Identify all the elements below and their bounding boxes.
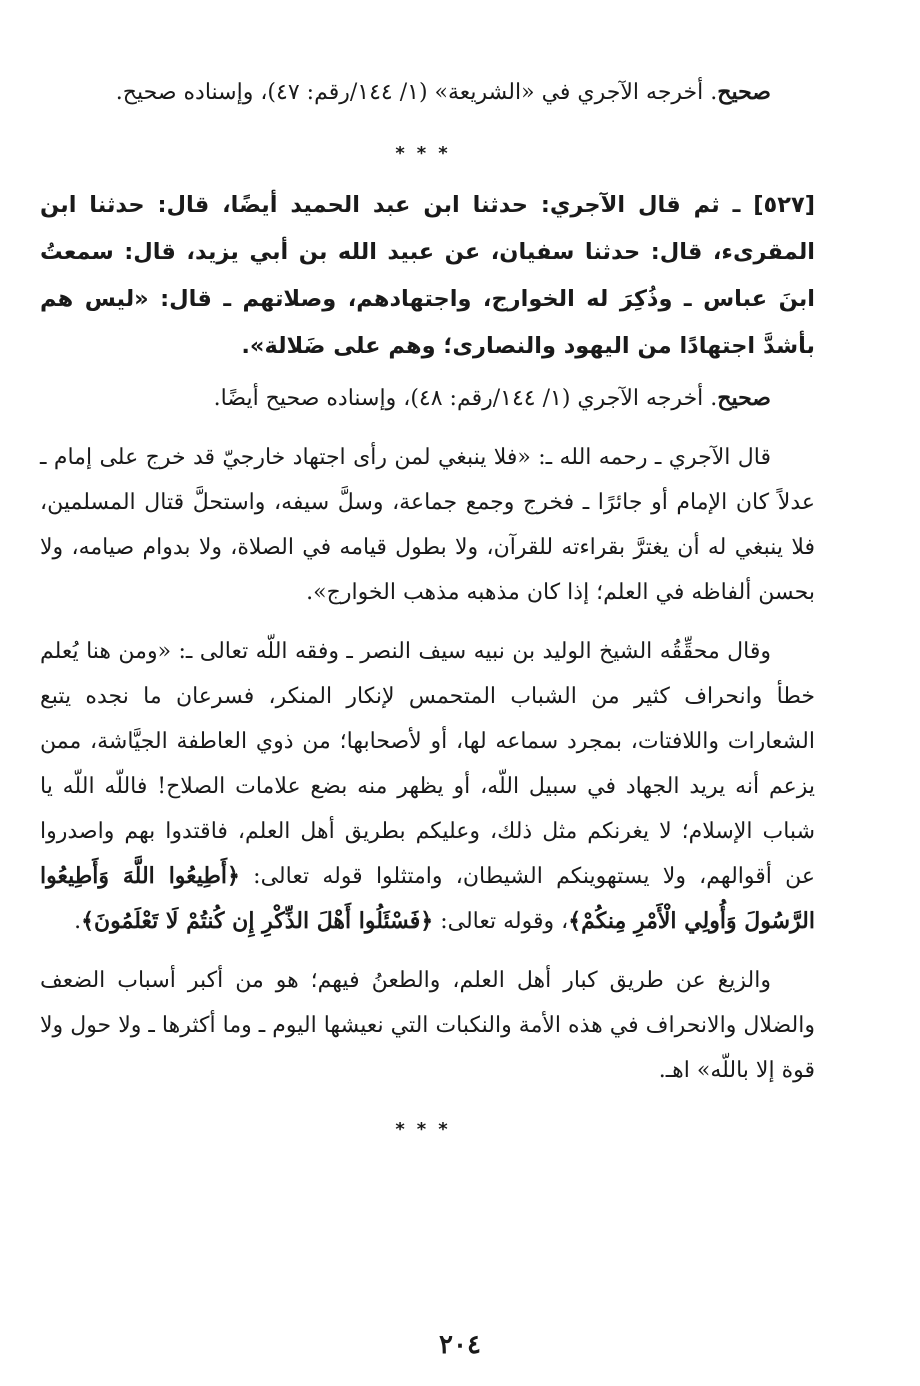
ajurri-quote-paragraph: قال الآجري ـ رحمه الله ـ: «فلا ينبغي لمن رأى اجتهاد خارجيّ قد خرج على إمام ـ عدلاً كان الإمام أو جائرًا ـ فخرج وجمع جماعة، وسلَّ سيفه، واستحلَّ قتال المسلمين، فلا ينبغي له أن يغترَّ بقراءته للقرآن، ولا بطول قيامه في الصلاة، ولا بدوام صيامه، ولا بحسن ألفاظه في العلم؛ إذا كان مذهبه مذهب الخوارج».: [40, 445, 815, 605]
grading-text: . أخرجه الآجري في «الشريعة» (١/ ١٤٤/رقم: ٤٧)، وإسناده صحيح.: [115, 80, 718, 105]
hadith-paragraph: [40, 182, 815, 370]
zaygh-paragraph: والزيغ عن طريق كبار أهل العلم، والطعنُ فيهم؛ هو من أكبر أسباب الضعف والضلال والانحراف في هذه الأمة والنكبات التي نعيشها اليوم ـ وما أكثرها ـ ولا حول ولا قوة إلا باللّه» اهـ.: [40, 968, 815, 1083]
hadith-grading-paragraph: [40, 376, 815, 421]
muhaqqiq-quote-paragraph: [40, 629, 815, 944]
quran-verse-ask: ﴿فَسْئَلُوا أَهْلَ الذِّكْرِ إِن كُنتُمْ لَا تَعْلَمُونَ﴾: [81, 908, 434, 934]
muhaqqiq-end: .: [74, 909, 82, 934]
page-number: ٢٠٤: [439, 1330, 481, 1360]
quran-verse-obey: ﴿أَطِيعُوا اللَّهَ وَأَطِيعُوا الرَّسُولَ وَأُولِي الْأَمْرِ مِنكُمْ﴾: [40, 863, 815, 934]
grading-label: صحيح: [717, 79, 771, 105]
muhaqqiq-middle: ، وقوله تعالى:: [433, 909, 569, 934]
section-separator: ***: [395, 143, 460, 164]
hadith-number: [٥٢٧]: [753, 192, 815, 218]
section-separator: ***: [395, 1119, 460, 1140]
grading-label: صحيح: [717, 385, 771, 411]
hadith-text: ـ ثم قال الآجري: حدثنا ابن عبد الحميد أيضًا، قال: حدثنا ابن المقرىء، قال: حدثنا سفيان، عن عبيد الله بن أبي يزيد، قال: سمعتُ ابنَ عباس ـ وذُكِرَ له الخوارج، واجتهادهم، وصلاتهم ـ قال: «ليس هم بأشدَّ اجتهادًا من اليهود والنصارى؛ وهم على ضَلالة».: [40, 192, 815, 359]
top-grading-paragraph: [40, 70, 815, 115]
muhaqqiq-text: وقال محقِّقُه الشيخ الوليد بن نبيه سيف النصر ـ وفقه اللّه تعالى ـ: «ومن هنا يُعلم خطأ وانحراف كثير من الشباب المتحمس لإنكار المنكر، فسرعان ما نجده يتبع الشعارات واللافتات، بمجرد سماعه لها، أو لأصحابها؛ من ذوي العاطفة الجيَّاشة، ممن يزعم أنه يريد الجهاد في سبيل اللّه، أو يظهر منه بضع علامات الصلاح! فاللّه اللّه يا شباب الإسلام؛ لا يغرنكم مثل ذلك، وعليكم بطريق أهل العلم، فاقتدوا بهم واصدروا عن أقوالهم، ولا يستهوينكم الشيطان، وامتثلوا قوله تعالى:: [40, 639, 815, 889]
grading-text: . أخرجه الآجري (١/ ١٤٤/رقم: ٤٨)، وإسناده صحيح أيضًا.: [213, 386, 718, 411]
